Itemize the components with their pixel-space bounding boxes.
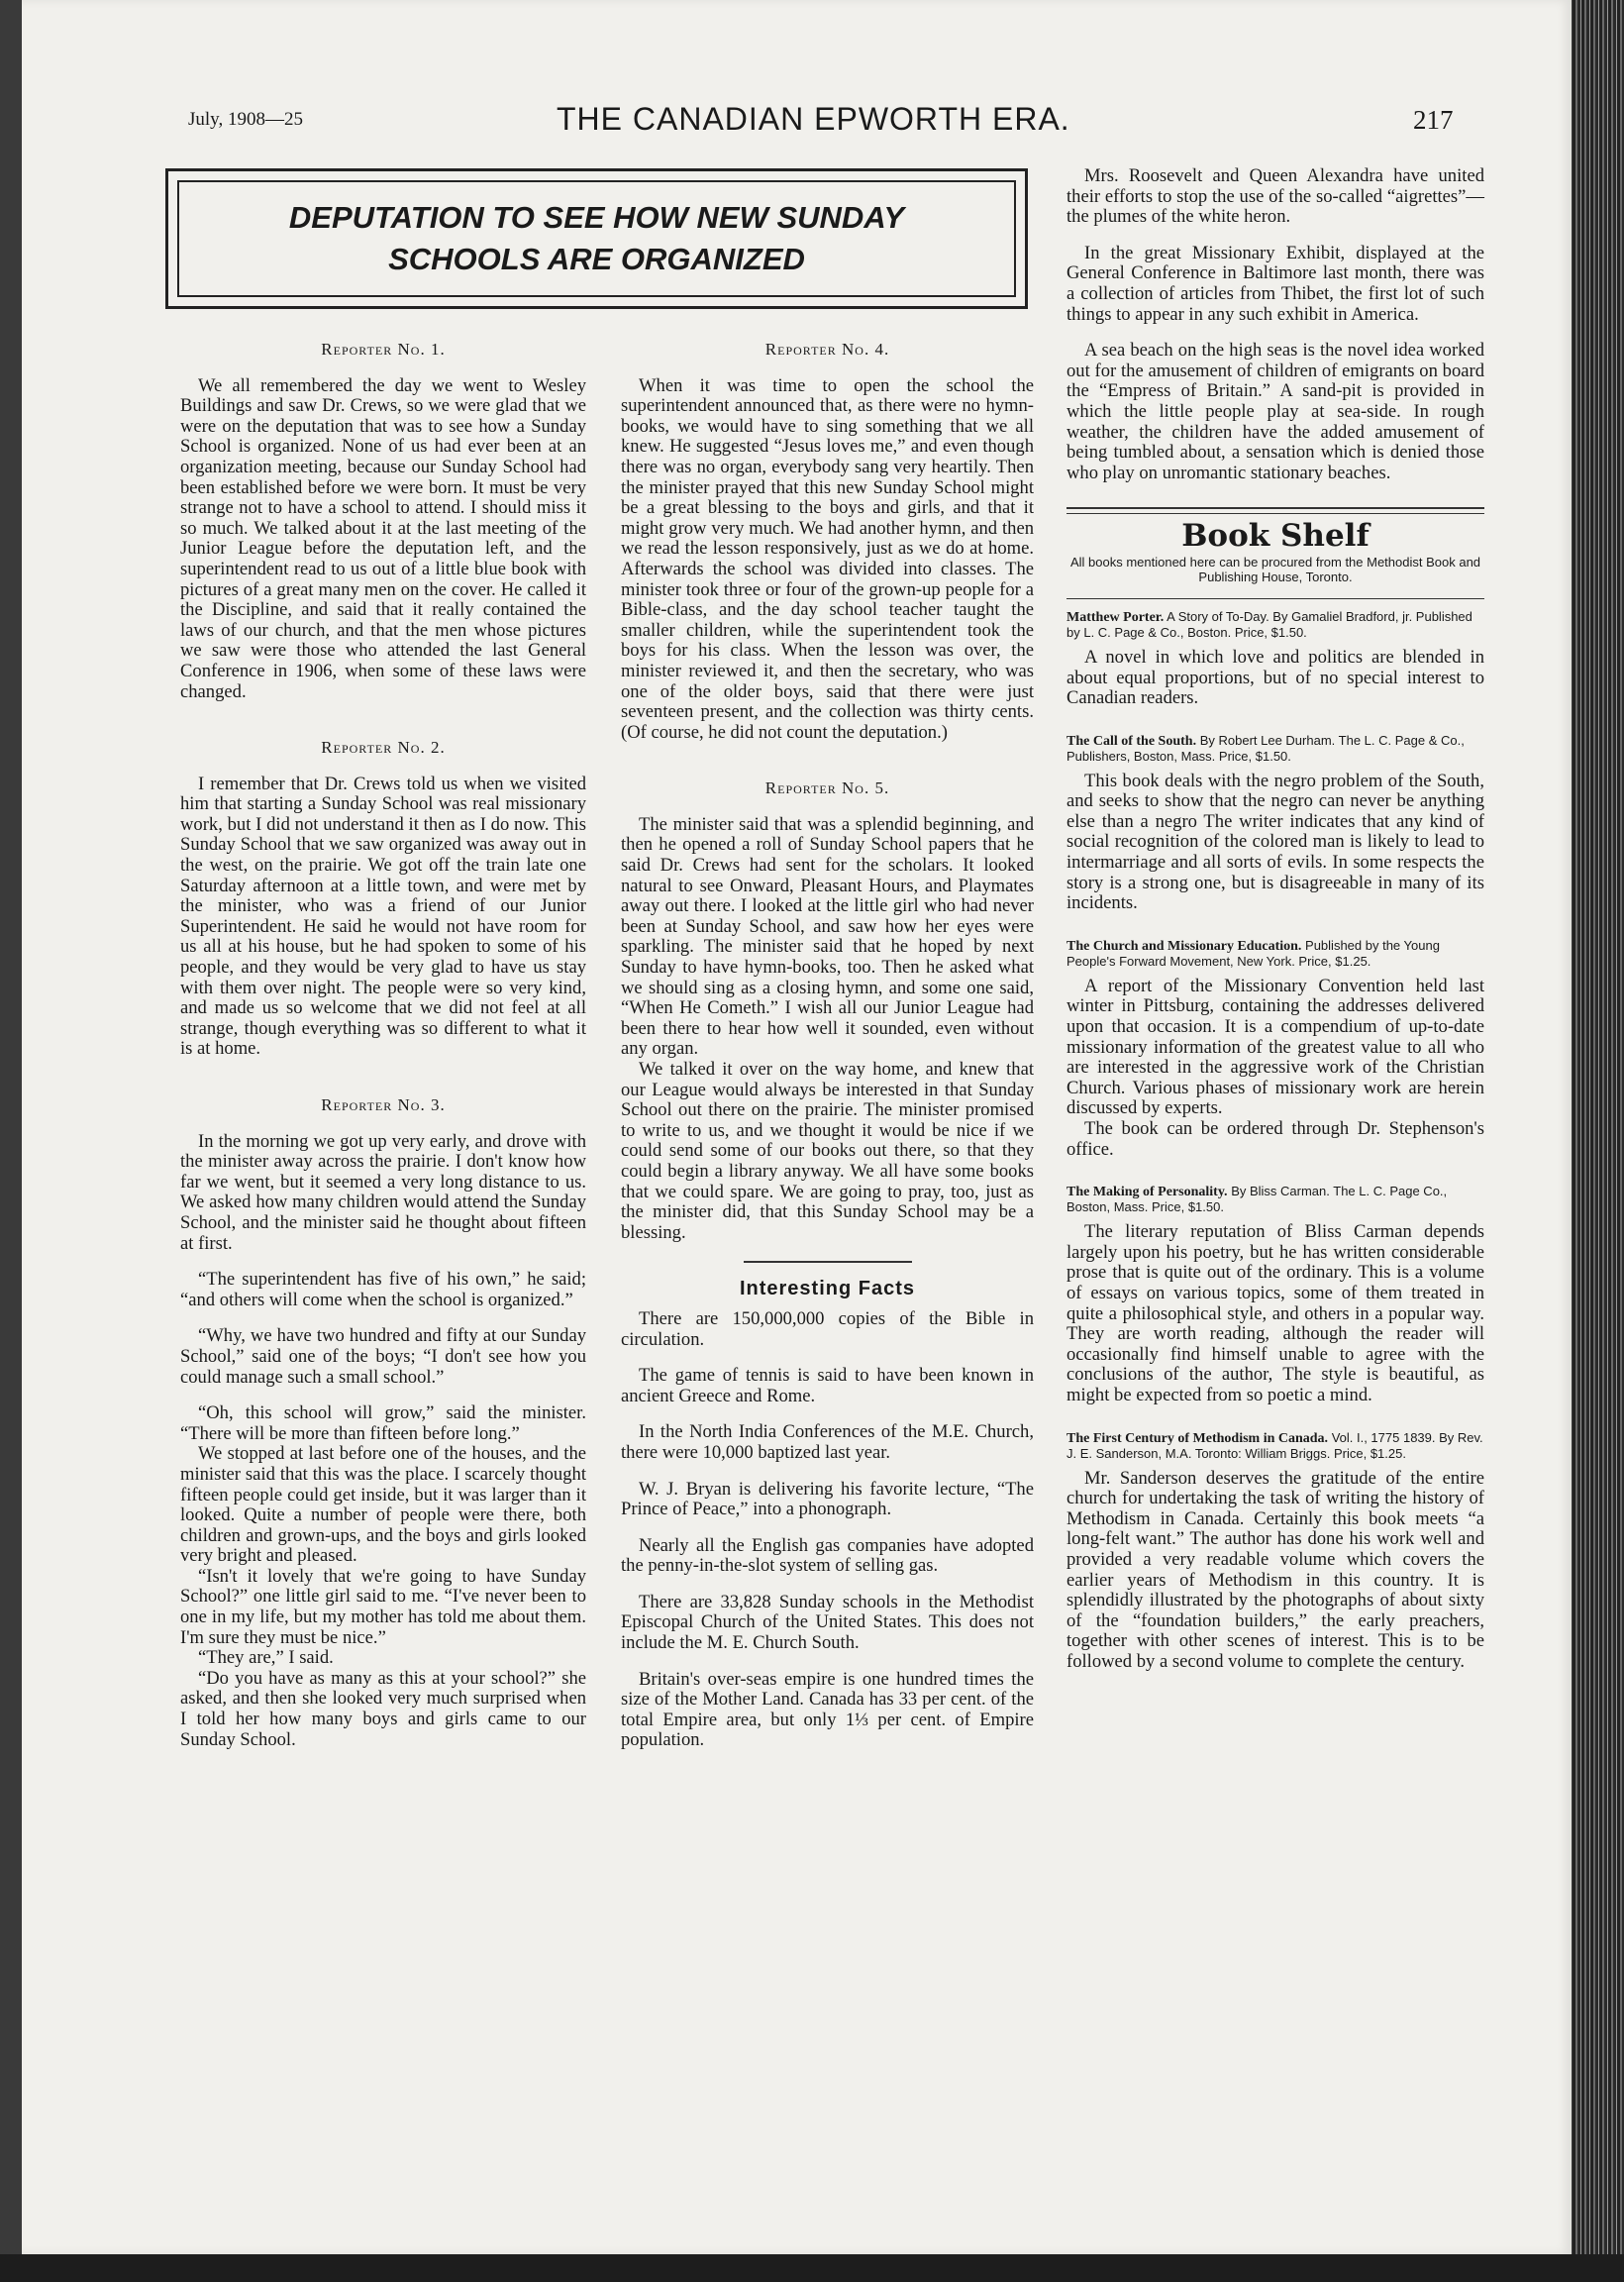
book-shelf-title: Book Shelf — [1181, 518, 1370, 555]
book-title: The Making of Personality. — [1066, 1185, 1228, 1200]
book-review: A report of the Missionary Convention held last winter in Pittsburg, containing the addresses delivered upon that occasion. It is a compendium of up-to-date missionary information of the greatest value to all who are interested in the aggressive work of the Christian Church. Various phases of missionary work are herein discussed by experts. — [1066, 975, 1484, 1119]
fact-item: There are 33,828 Sunday schools in the Methodist Episcopal Church of the United States. This does not include the M. E. Church South. — [621, 1591, 1034, 1654]
fact-item: The game of tennis is said to have been known in ancient Greece and Rome. — [621, 1365, 1034, 1406]
reporter-5-paragraph: The minister said that was a splendid beginning, and then he opened a roll of Sunday School papers that he said Dr. Crews had sent for the scholars. It looked natural to see Onward, Pleasant Hours, and Playmates away out there. I looked at the little girl who had never been at Sunday School, and saw how her eyes were sparkling. The minister said that he hoped by next Sunday to have hymn-books, too. Then he asked what we should sing as a closing hymn, and some one said, “When He Cometh.” I wish all our Junior League had been there to hear how well it sounded, even without any organ. — [621, 813, 1034, 1060]
reporter-4-paragraph: When it was time to open the school the superintendent announced that, as there were no hymn-books, we would have to sing something that we all knew. He suggested “Jesus loves me,” and even though there was no organ, everybody sang very heartily. Then the minister prayed that this new Sunday School might be a great blessing to the boys and girls, and that it might grow very much. We had another hymn, and then we read the lesson responsively, just as we do at home. Afterwards the school was divided into classes. The minister took three or four of the grown-up people for a Bible-class, and the day school teacher taught the smaller children, while the superintendent took the boys for his class. When the lesson was over, the minister reviewed it, and then the secretary, who was one of the older boys, said that there were just seventeen present, and the collection was thirty cents. (Of course, he did not count the deputation.) — [621, 374, 1034, 743]
book-details: Published by the Young People's Forward Movement, New York. Price, $1.25. — [1066, 937, 1440, 969]
column-2 — [621, 332, 1034, 1751]
reporter-2-heading: Reporter No. 2. — [321, 738, 446, 758]
interesting-facts-title: Interesting Facts — [739, 1278, 916, 1300]
article-title-line1: DEPUTATION TO SEE HOW NEW SUNDAY — [288, 200, 905, 235]
reporter-3-paragraph: “Do you have as many as this at your school?” she asked, and then she looked very much surprised when I told her how many boys and girls came to our Sunday School. — [180, 1667, 586, 1750]
magazine-title: THE CANADIAN EPWORTH ERA. — [557, 101, 1070, 137]
book-title: The First Century of Methodism in Canada. — [1066, 1430, 1329, 1446]
reporter-1-heading: Reporter No. 1. — [321, 340, 446, 359]
fact-item: In the great Missionary Exhibit, displayed at the General Conference in Baltimore last month, there was a collection of articles from Thibet, the first lot of such things to appear in any such exhibit in America. — [1066, 242, 1484, 325]
book-review: A novel in which love and politics are blended in about equal proportions, but of no special interest to Canadian readers. — [1066, 646, 1484, 709]
reporter-3-paragraph: We stopped at last before one of the houses, and the minister said that this was the place. I scarcely thought fifteen people could get inside, but it was larger than it looked. Quite a number of people were there, both children and grown-ups, and the boys and girls looked very bright and pleased. — [180, 1443, 586, 1567]
book-title: The Call of the South. — [1066, 733, 1197, 749]
book-review: The literary reputation of Bliss Carman depends largely upon his poetry, but he has written considerable prose that is quite out of the ordinary. This is a volume of essays on various topics, some of them treated in quite a philosophical style, and others in a popular way. They are worth reading, although the reader will occasionally find himself unable to agree with the conclusions of the author, The style is beautiful, as might be expected from so poetic a mind. — [1066, 1221, 1484, 1405]
fact-item: Nearly all the English gas companies have adopted the penny-in-the-slot system of selling gas. — [621, 1534, 1034, 1577]
column-3 — [1066, 166, 1484, 1672]
book-details: A Story of To-Day. By Gamaliel Bradford, jr. Published by L. C. Page & Co., Boston. Price, $1.50. — [1066, 608, 1472, 640]
page-bottom-edge — [0, 2254, 1624, 2282]
book-entry-heading — [1066, 733, 1484, 764]
reporter-5-paragraph: We talked it over on the way home, and knew that our League would always be interested in that Sunday School out there on the prairie. The minister promised to write to us, and we thought it would be nice if we could send some of our books out there, so that they could begin a library anyway. We all have some books that we could spare. We are going to pray, too, just as the minister did, that this Sunday School may be a blessing. — [621, 1059, 1034, 1243]
reporter-3-paragraph: “Oh, this school will grow,” said the minister. “There will be more than fifteen before long.” — [180, 1402, 586, 1444]
book-details: Vol. I., 1775 1839. By Rev. J. E. Sanderson, M.A. Toronto: William Briggs. Price, $1.25. — [1066, 1429, 1483, 1461]
fact-item: W. J. Bryan is delivering his favorite lecture, “The Prince of Peace,” into a phonograph. — [621, 1478, 1034, 1520]
fact-item: Britain's over-seas empire is one hundred times the size of the Mother Land. Canada has 33 per cent. of the total Empire area, but only 1⅓ per cent. of Empire population. — [621, 1668, 1034, 1751]
book-review: This book deals with the negro problem of the South, and seeks to show that the negro can never be anything else than a negro The writer indicates that any kind of social recognition of the colored man is likely to lead to intermarriage and all sorts of evils. In some respects the story is a strong one, but is disagreeable in many of its incidents. — [1066, 770, 1484, 914]
section-divider — [1066, 507, 1484, 514]
reporter-3-paragraph: In the morning we got up very early, and drove with the minister away across the prairie. I don't know how far we went, but it seemed a very long distance to us. We asked how many children would attend the Sunday School, and the minister said he thought about fifteen at first. — [180, 1130, 586, 1254]
section-divider — [744, 1261, 912, 1263]
book-review: Mr. Sanderson deserves the gratitude of the entire church for undertaking the task of writing the history of Methodism in Canada. Certainly this book meets “a long-felt want.” The author has done his work well and provided a very readable volume which covers the earlier years of Methodism in this country. It is splendidly illustrated by the photographs of about sixty of the “foundation builders,” the early preachers, together with other scenes of interest. This is to be followed by a second volume to complete the century. — [1066, 1467, 1484, 1672]
fact-item: There are 150,000,000 copies of the Bible in circulation. — [621, 1307, 1034, 1350]
reporter-3-paragraph: “Isn't it lovely that we're going to have Sunday School?” one little girl said to me. “I've never been to one in my life, but my mother has told me about them. I'm sure they must be nice.” — [180, 1565, 586, 1648]
reporter-3-paragraph: “They are,” I said. — [198, 1647, 334, 1669]
article-title-box — [165, 168, 1028, 309]
book-binding-edge — [1573, 0, 1624, 2282]
book-title: Matthew Porter. — [1066, 609, 1165, 625]
book-entry-heading — [1066, 609, 1484, 640]
article-title-line2: SCHOOLS ARE ORGANIZED — [388, 242, 805, 276]
reporter-1-paragraph: We all remembered the day we went to Wesley Buildings and saw Dr. Crews, so we were glad that we were on the deputation that was to see how a Sunday School is organized. None of us had ever been at an organization meeting, because our Sunday School had been established before we were born. It must be very strange not to have a school to attend. I should miss it so much. We talked about it at the last meeting of the Junior League before the deputation left, and the superintendent read to us out of a little blue book with pictures of a great many men on the cover. He called it the Discipline, and said that it really contained the laws of our church, and that the men whose pictures we saw were those who attended the last General Conference in 1906, when some of these laws were changed. — [180, 374, 586, 702]
book-shelf-note: All books mentioned here can be procured from the Methodist Book and Publishing House, Toronto. — [1069, 554, 1481, 584]
book-entry-heading — [1066, 1430, 1484, 1461]
fact-item: Mrs. Roosevelt and Queen Alexandra have united their efforts to stop the use of the so-called “aigrettes”—the plumes of the white heron. — [1066, 165, 1484, 228]
magazine-page — [22, 0, 1572, 2254]
book-details: By Robert Lee Durham. The L. C. Page & Co., Publishers, Boston, Mass. Price, $1.50. — [1066, 732, 1465, 764]
fact-item: A sea beach on the high seas is the novel idea worked out for the amusement of children of emigrants on board the “Empress of Britain.” A sand-pit is provided in which the little people play at sea-side. In rough weather, the children have the added amusement of being tumbled about, a sensation which is denied those who play on unromantic stationary beaches. — [1066, 340, 1484, 483]
book-title: The Church and Missionary Education. — [1066, 938, 1302, 954]
reporter-5-heading: Reporter No. 5. — [764, 778, 890, 798]
issue-date: July, 1908—25 — [188, 109, 303, 130]
article-title — [177, 180, 1016, 297]
book-details: By Bliss Carman. The L. C. Page Co., Boston, Mass. Price, $1.50. — [1066, 1184, 1448, 1215]
reporter-3-heading: Reporter No. 3. — [321, 1095, 446, 1114]
column-1 — [180, 332, 586, 1750]
fact-item: In the North India Conferences of the M.E. Church, there were 10,000 baptized last year. — [621, 1421, 1034, 1463]
reporter-4-heading: Reporter No. 4. — [764, 340, 890, 359]
book-entry-heading — [1066, 938, 1484, 969]
page-number: 217 — [1413, 105, 1454, 135]
book-entry-heading — [1066, 1184, 1484, 1214]
book-review: The book can be ordered through Dr. Stephenson's office. — [1066, 1118, 1484, 1160]
reporter-3-paragraph: “The superintendent has five of his own,” he said; “and others will come when the school is organized.” — [180, 1269, 586, 1310]
reporter-2-paragraph: I remember that Dr. Crews told us when we visited him that starting a Sunday School was real missionary work, but I did not understand it then as I do now. This Sunday School that we saw organized was away out in the west, on the prairie. We got off the train late one Saturday afternoon at a little town, and were met by the minister, who was a friend of our Junior Superintendent. He said he would not have room for us all at his house, but he had spoken to some of his people, and they would be very glad to have us stay with them over night. The people were so very kind, and made us so welcome that we did not feel at all strange, though everything was so different to what it is at home. — [180, 773, 586, 1060]
reporter-3-paragraph: “Why, we have two hundred and fifty at our Sunday School,” said one of the boys; “I don't see how you could manage such a small school.” — [180, 1325, 586, 1388]
divider — [1066, 598, 1484, 599]
